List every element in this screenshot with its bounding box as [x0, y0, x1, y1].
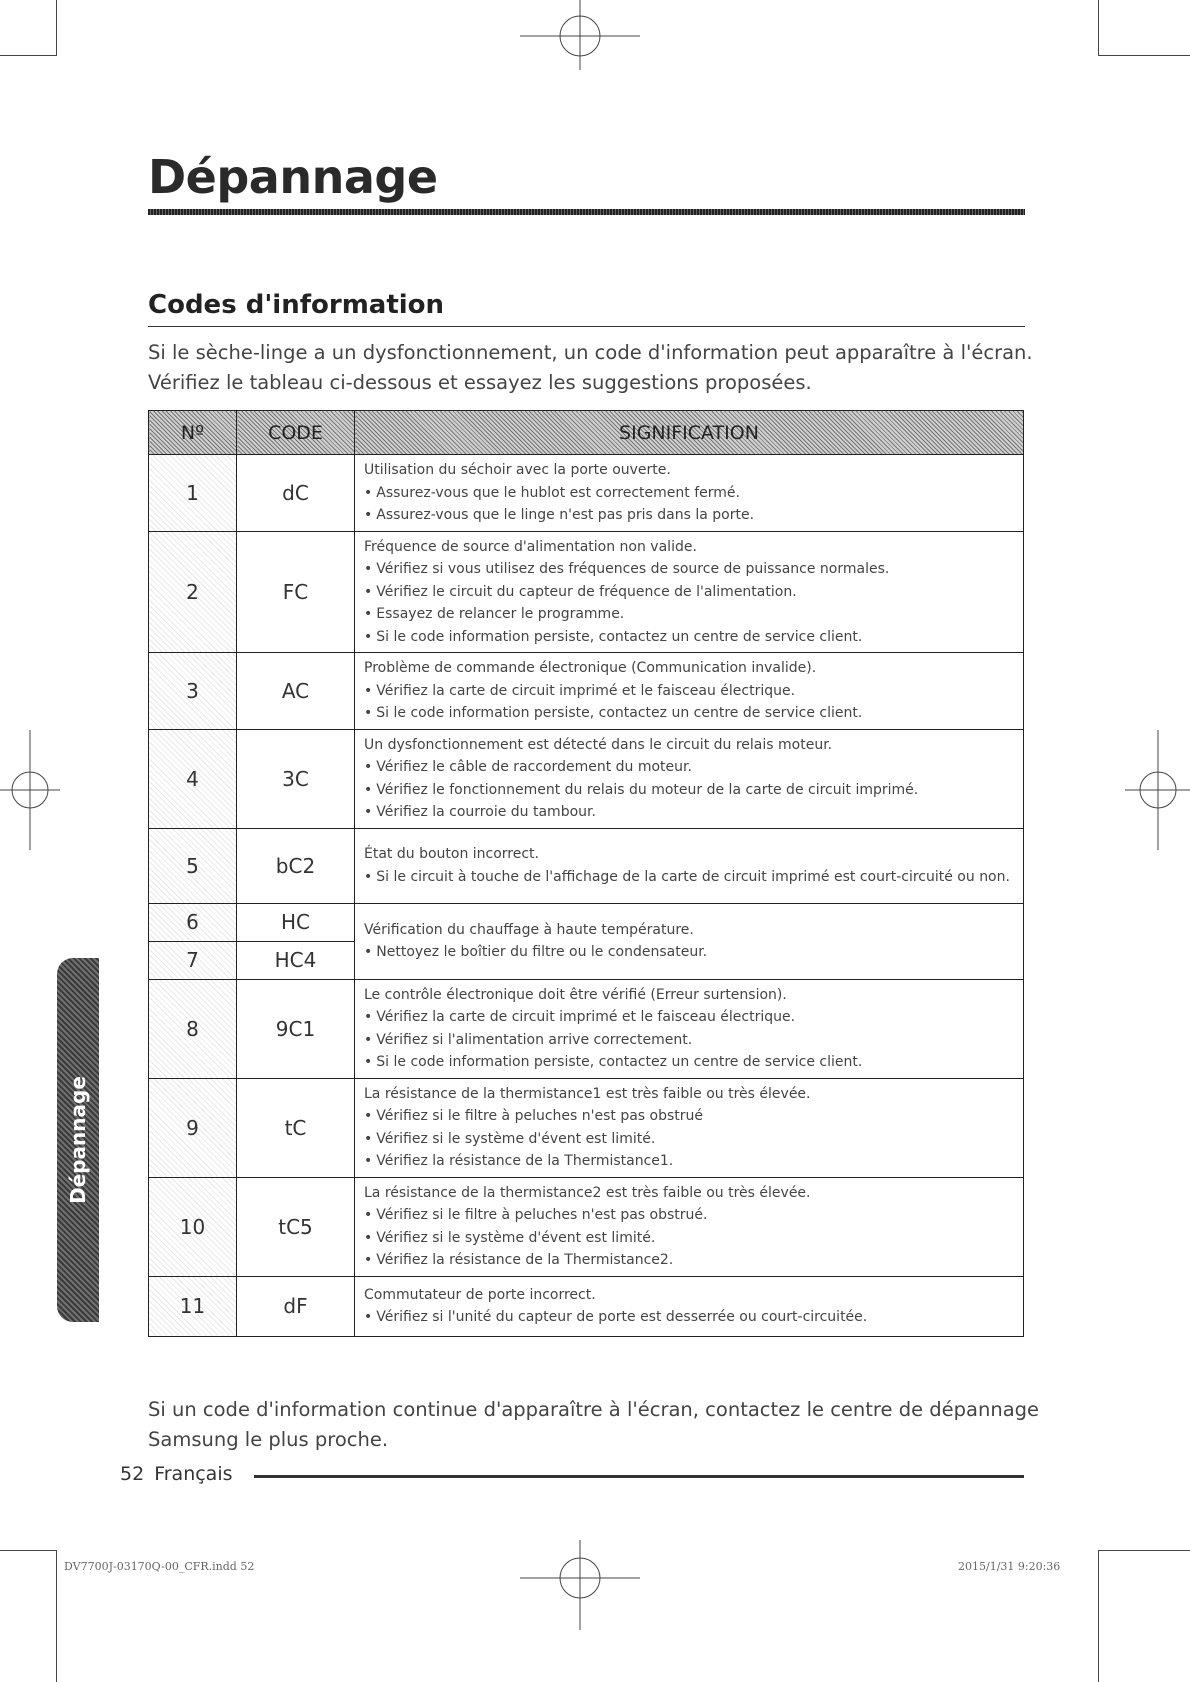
table-row	[149, 979, 1024, 1078]
meaning-bullet: • Vérifiez si le système d'évent est limité.	[364, 1128, 1011, 1151]
table-row	[149, 1078, 1024, 1177]
table-row	[149, 531, 1024, 653]
info-codes-table	[148, 410, 1024, 1337]
print-timestamp: 2015/1/31 9:20:36	[958, 1560, 1061, 1573]
row-num: 2	[149, 531, 237, 653]
meaning-bullet: • Si le code information persiste, contactez un centre de service client.	[364, 702, 1011, 725]
row-code: dC	[237, 455, 355, 532]
meaning-lead: Utilisation du séchoir avec la porte ouverte.	[364, 462, 671, 478]
row-code: 3C	[237, 729, 355, 828]
footer-rule	[254, 1475, 1024, 1478]
page-title: Dépannage	[148, 150, 438, 204]
row-num: 1	[149, 455, 237, 532]
meaning-lead: Le contrôle électronique doit être vérifié (Erreur surtension).	[364, 986, 787, 1003]
meaning-lead: Commutateur de porte incorrect.	[364, 1286, 596, 1303]
intro-text	[148, 338, 1033, 398]
meaning-bullet: • Nettoyez le boîtier du filtre ou le condensateur.	[364, 941, 1011, 964]
meaning-bullet: • Si le code information persiste, contactez un centre de service client.	[364, 626, 1011, 649]
outro-text	[148, 1395, 1048, 1455]
meaning-bullet: • Vérifiez la résistance de la Thermistance1.	[364, 1150, 1011, 1173]
row-num: 11	[149, 1276, 237, 1336]
row-num: 7	[149, 941, 237, 979]
meaning-bullet: • Si le circuit à touche de l'affichage de la carte de circuit imprimé est court-circuité ou non.	[364, 866, 1011, 889]
meaning-lead: Vérification du chauffage à haute température.	[364, 921, 694, 938]
row-meaning	[355, 455, 1024, 532]
row-code: AC	[237, 653, 355, 730]
meaning-bullet: • Vérifiez si le filtre à peluches n'est pas obstrué.	[364, 1204, 1011, 1227]
table-row	[149, 729, 1024, 828]
meaning-bullet: • Vérifiez le fonctionnement du relais du moteur de la carte de circuit imprimé.	[364, 779, 1011, 802]
title-rule	[148, 209, 1025, 215]
row-num: 9	[149, 1078, 237, 1177]
section-title: Codes d'information	[148, 290, 445, 320]
row-code: bC2	[237, 828, 355, 903]
row-code: dF	[237, 1276, 355, 1336]
meaning-bullet: • Assurez-vous que le linge n'est pas pris dans la porte.	[364, 504, 1011, 527]
row-num: 5	[149, 828, 237, 903]
table-row	[149, 455, 1024, 532]
meaning-lead: Problème de commande électronique (Communication invalide).	[364, 660, 817, 676]
meaning-bullet: • Vérifiez si le filtre à peluches n'est pas obstrué	[364, 1105, 1011, 1128]
header-code: CODE	[237, 411, 355, 455]
meaning-lead: La résistance de la thermistance2 est très faible ou très élevée.	[364, 1184, 811, 1201]
meaning-bullet: • Si le code information persiste, contactez un centre de service client.	[364, 1051, 1011, 1074]
row-meaning	[355, 1177, 1024, 1276]
intro-line: Vérifiez le tableau ci-dessous et essayez les suggestions proposées.	[148, 371, 812, 394]
row-meaning	[355, 828, 1024, 903]
row-code: tC	[237, 1078, 355, 1177]
meaning-bullet: • Vérifiez le câble de raccordement du moteur.	[364, 756, 1011, 779]
row-num: 10	[149, 1177, 237, 1276]
row-meaning	[355, 1276, 1024, 1336]
table-row	[149, 903, 1024, 941]
row-num: 3	[149, 653, 237, 730]
meaning-bullet: • Assurez-vous que le hublot est correctement fermé.	[364, 482, 1011, 505]
page-footer	[120, 1463, 243, 1485]
meaning-bullet: • Vérifiez si vous utilisez des fréquences de source de puissance normales.	[364, 558, 1011, 581]
meaning-lead: Un dysfonctionnement est détecté dans le circuit du relais moteur.	[364, 736, 833, 753]
row-meaning	[355, 531, 1024, 653]
meaning-bullet: • Vérifiez si l'unité du capteur de porte est desserrée ou court-circuitée.	[364, 1306, 1011, 1329]
header-meaning: SIGNIFICATION	[355, 411, 1024, 455]
side-tab	[57, 958, 99, 1322]
row-code: tC5	[237, 1177, 355, 1276]
intro-line: Si le sèche-linge a un dysfonctionnement, un code d'information peut apparaître à l'écran.	[148, 341, 1033, 364]
meaning-bullet: • Vérifiez la carte de circuit imprimé et le faisceau électrique.	[364, 1006, 1011, 1029]
meaning-bullet: • Vérifiez si le système d'évent est limité.	[364, 1227, 1011, 1250]
outro-paragraph: Si un code d'information continue d'apparaître à l'écran, contactez le centre de dépannage Samsung le plus proche.	[148, 1398, 1040, 1451]
header-num: Nº	[149, 411, 237, 455]
row-num: 4	[149, 729, 237, 828]
meaning-bullet: • Vérifiez la résistance de la Thermistance2.	[364, 1249, 1011, 1272]
table-row	[149, 653, 1024, 730]
row-meaning	[355, 729, 1024, 828]
page-number: 52	[120, 1463, 145, 1485]
section-rule	[148, 326, 1025, 327]
row-meaning	[355, 979, 1024, 1078]
meaning-bullet: • Vérifiez le circuit du capteur de fréquence de l'alimentation.	[364, 581, 1011, 604]
meaning-bullet: • Essayez de relancer le programme.	[364, 603, 1011, 626]
row-meaning	[355, 903, 1024, 979]
page-language: Français	[154, 1463, 233, 1485]
table-header-row	[149, 411, 1024, 455]
row-code: 9C1	[237, 979, 355, 1078]
row-meaning	[355, 1078, 1024, 1177]
print-file-slug: DV7700J-03170Q-00_CFR.indd 52	[64, 1560, 255, 1573]
meaning-bullet: • Vérifiez la carte de circuit imprimé et le faisceau électrique.	[364, 680, 1011, 703]
meaning-bullet: • Vérifiez la courroie du tambour.	[364, 801, 1011, 824]
meaning-lead: La résistance de la thermistance1 est très faible ou très élevée.	[364, 1085, 811, 1102]
row-num: 8	[149, 979, 237, 1078]
meaning-bullet: • Vérifiez si l'alimentation arrive correctement.	[364, 1029, 1011, 1052]
meaning-lead: Fréquence de source d'alimentation non valide.	[364, 538, 697, 555]
row-code: HC4	[237, 941, 355, 979]
row-meaning	[355, 653, 1024, 730]
table-row	[149, 1177, 1024, 1276]
row-num: 6	[149, 903, 237, 941]
row-code: HC	[237, 903, 355, 941]
table-row	[149, 1276, 1024, 1336]
meaning-lead: État du bouton incorrect.	[364, 846, 539, 862]
table-row	[149, 828, 1024, 903]
side-tab-label: Dépannage	[66, 1076, 90, 1204]
row-code: FC	[237, 531, 355, 653]
